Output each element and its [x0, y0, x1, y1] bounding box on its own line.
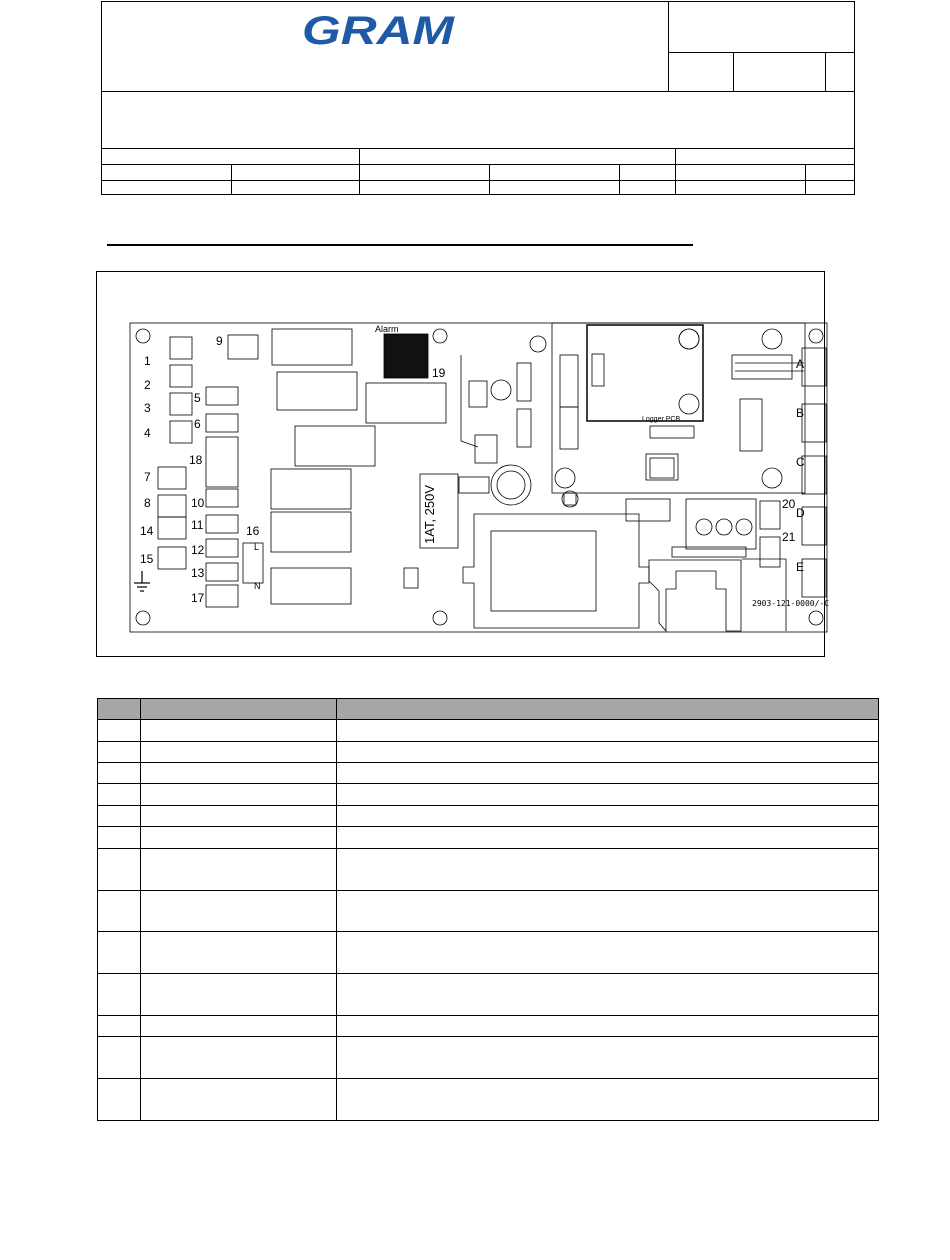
title-block-divider — [825, 52, 826, 91]
conn-label-20: 20 — [782, 497, 796, 511]
table-row-divider — [97, 931, 879, 932]
left-connectors — [158, 335, 263, 607]
part-number: 2903-121-0000/-C — [752, 599, 830, 608]
conn-label-21: 21 — [782, 530, 796, 544]
side-letters — [796, 357, 805, 574]
side-letter-d: D — [796, 506, 805, 520]
logger-area — [552, 323, 805, 493]
table-row-divider — [97, 741, 879, 742]
gram-logo — [300, 6, 460, 50]
alarm-label: Alarm — [375, 324, 399, 334]
title-block-divider — [231, 164, 232, 195]
logger-label: Logger PCB — [642, 416, 681, 423]
conn-label-10: 10 — [191, 496, 205, 510]
conn-label-5: 5 — [194, 391, 201, 405]
conn-label-12: 12 — [191, 543, 205, 557]
conn-label-6: 6 — [194, 417, 201, 431]
title-block-divider — [619, 164, 620, 195]
title-block-divider — [733, 52, 734, 91]
table-row-divider — [97, 805, 879, 806]
conn-label-1: 1 — [144, 354, 151, 368]
conn-label-14: 14 — [140, 524, 154, 538]
table-row-divider — [97, 719, 879, 720]
title-block-divider — [805, 164, 806, 195]
table-row-divider — [97, 826, 879, 827]
title-block — [101, 1, 855, 195]
pcb-drawing — [96, 271, 836, 657]
conn16-l-label: L — [254, 542, 260, 552]
ground-icon — [134, 571, 150, 591]
conn-label-13: 13 — [191, 566, 205, 580]
microcontroller — [650, 458, 674, 478]
conn-label-2: 2 — [144, 378, 151, 392]
title-block-divider — [675, 164, 676, 195]
table-row-divider — [97, 1078, 879, 1079]
side-letter-a: A — [796, 357, 805, 371]
table-row-divider — [97, 973, 879, 974]
table-row-divider — [97, 848, 879, 849]
conn-label-4: 4 — [144, 426, 151, 440]
side-letter-b: B — [796, 406, 805, 420]
table-row-divider — [97, 762, 879, 763]
pcb-outline — [130, 323, 830, 632]
title-block-divider — [675, 148, 676, 164]
title-block-divider — [489, 164, 490, 195]
table-row-divider — [97, 1036, 879, 1037]
conn-label-3: 3 — [144, 401, 151, 415]
logo-text: GRAM — [302, 9, 457, 50]
side-letter-e: E — [796, 560, 805, 574]
table-row-divider — [97, 890, 879, 891]
title-block-divider — [101, 180, 855, 181]
conn-label-11: 11 — [191, 518, 204, 532]
conn-label-7: 7 — [144, 470, 151, 484]
section-underline — [107, 244, 693, 246]
table-row-divider — [97, 1015, 879, 1016]
title-block-divider — [359, 148, 360, 164]
right-connectors — [760, 348, 826, 597]
conn16-n-label: N — [254, 581, 261, 591]
title-block-divider — [668, 1, 669, 91]
conn-label-18: 18 — [189, 453, 203, 467]
alarm-buzzer — [384, 334, 428, 378]
title-block-divider — [668, 52, 855, 53]
logger-pcb — [587, 325, 703, 421]
table-header-row — [98, 699, 878, 719]
title-block-divider — [359, 164, 360, 195]
title-block-divider — [101, 91, 855, 92]
conn-label-9: 9 — [216, 334, 223, 348]
enclosure-cutout — [649, 560, 741, 631]
title-block-divider — [101, 164, 855, 165]
conn-label-8: 8 — [144, 496, 151, 510]
title-block-divider — [101, 148, 855, 149]
fuse-rating: 1AT, 250V — [422, 484, 437, 544]
conn-label-15: 15 — [140, 552, 154, 566]
table-row-divider — [97, 783, 879, 784]
conn-label-17: 17 — [191, 591, 205, 605]
side-letter-c: C — [796, 455, 805, 469]
conn-label-19: 19 — [432, 366, 446, 380]
transformer — [491, 531, 596, 611]
conn-label-16: 16 — [246, 524, 260, 538]
